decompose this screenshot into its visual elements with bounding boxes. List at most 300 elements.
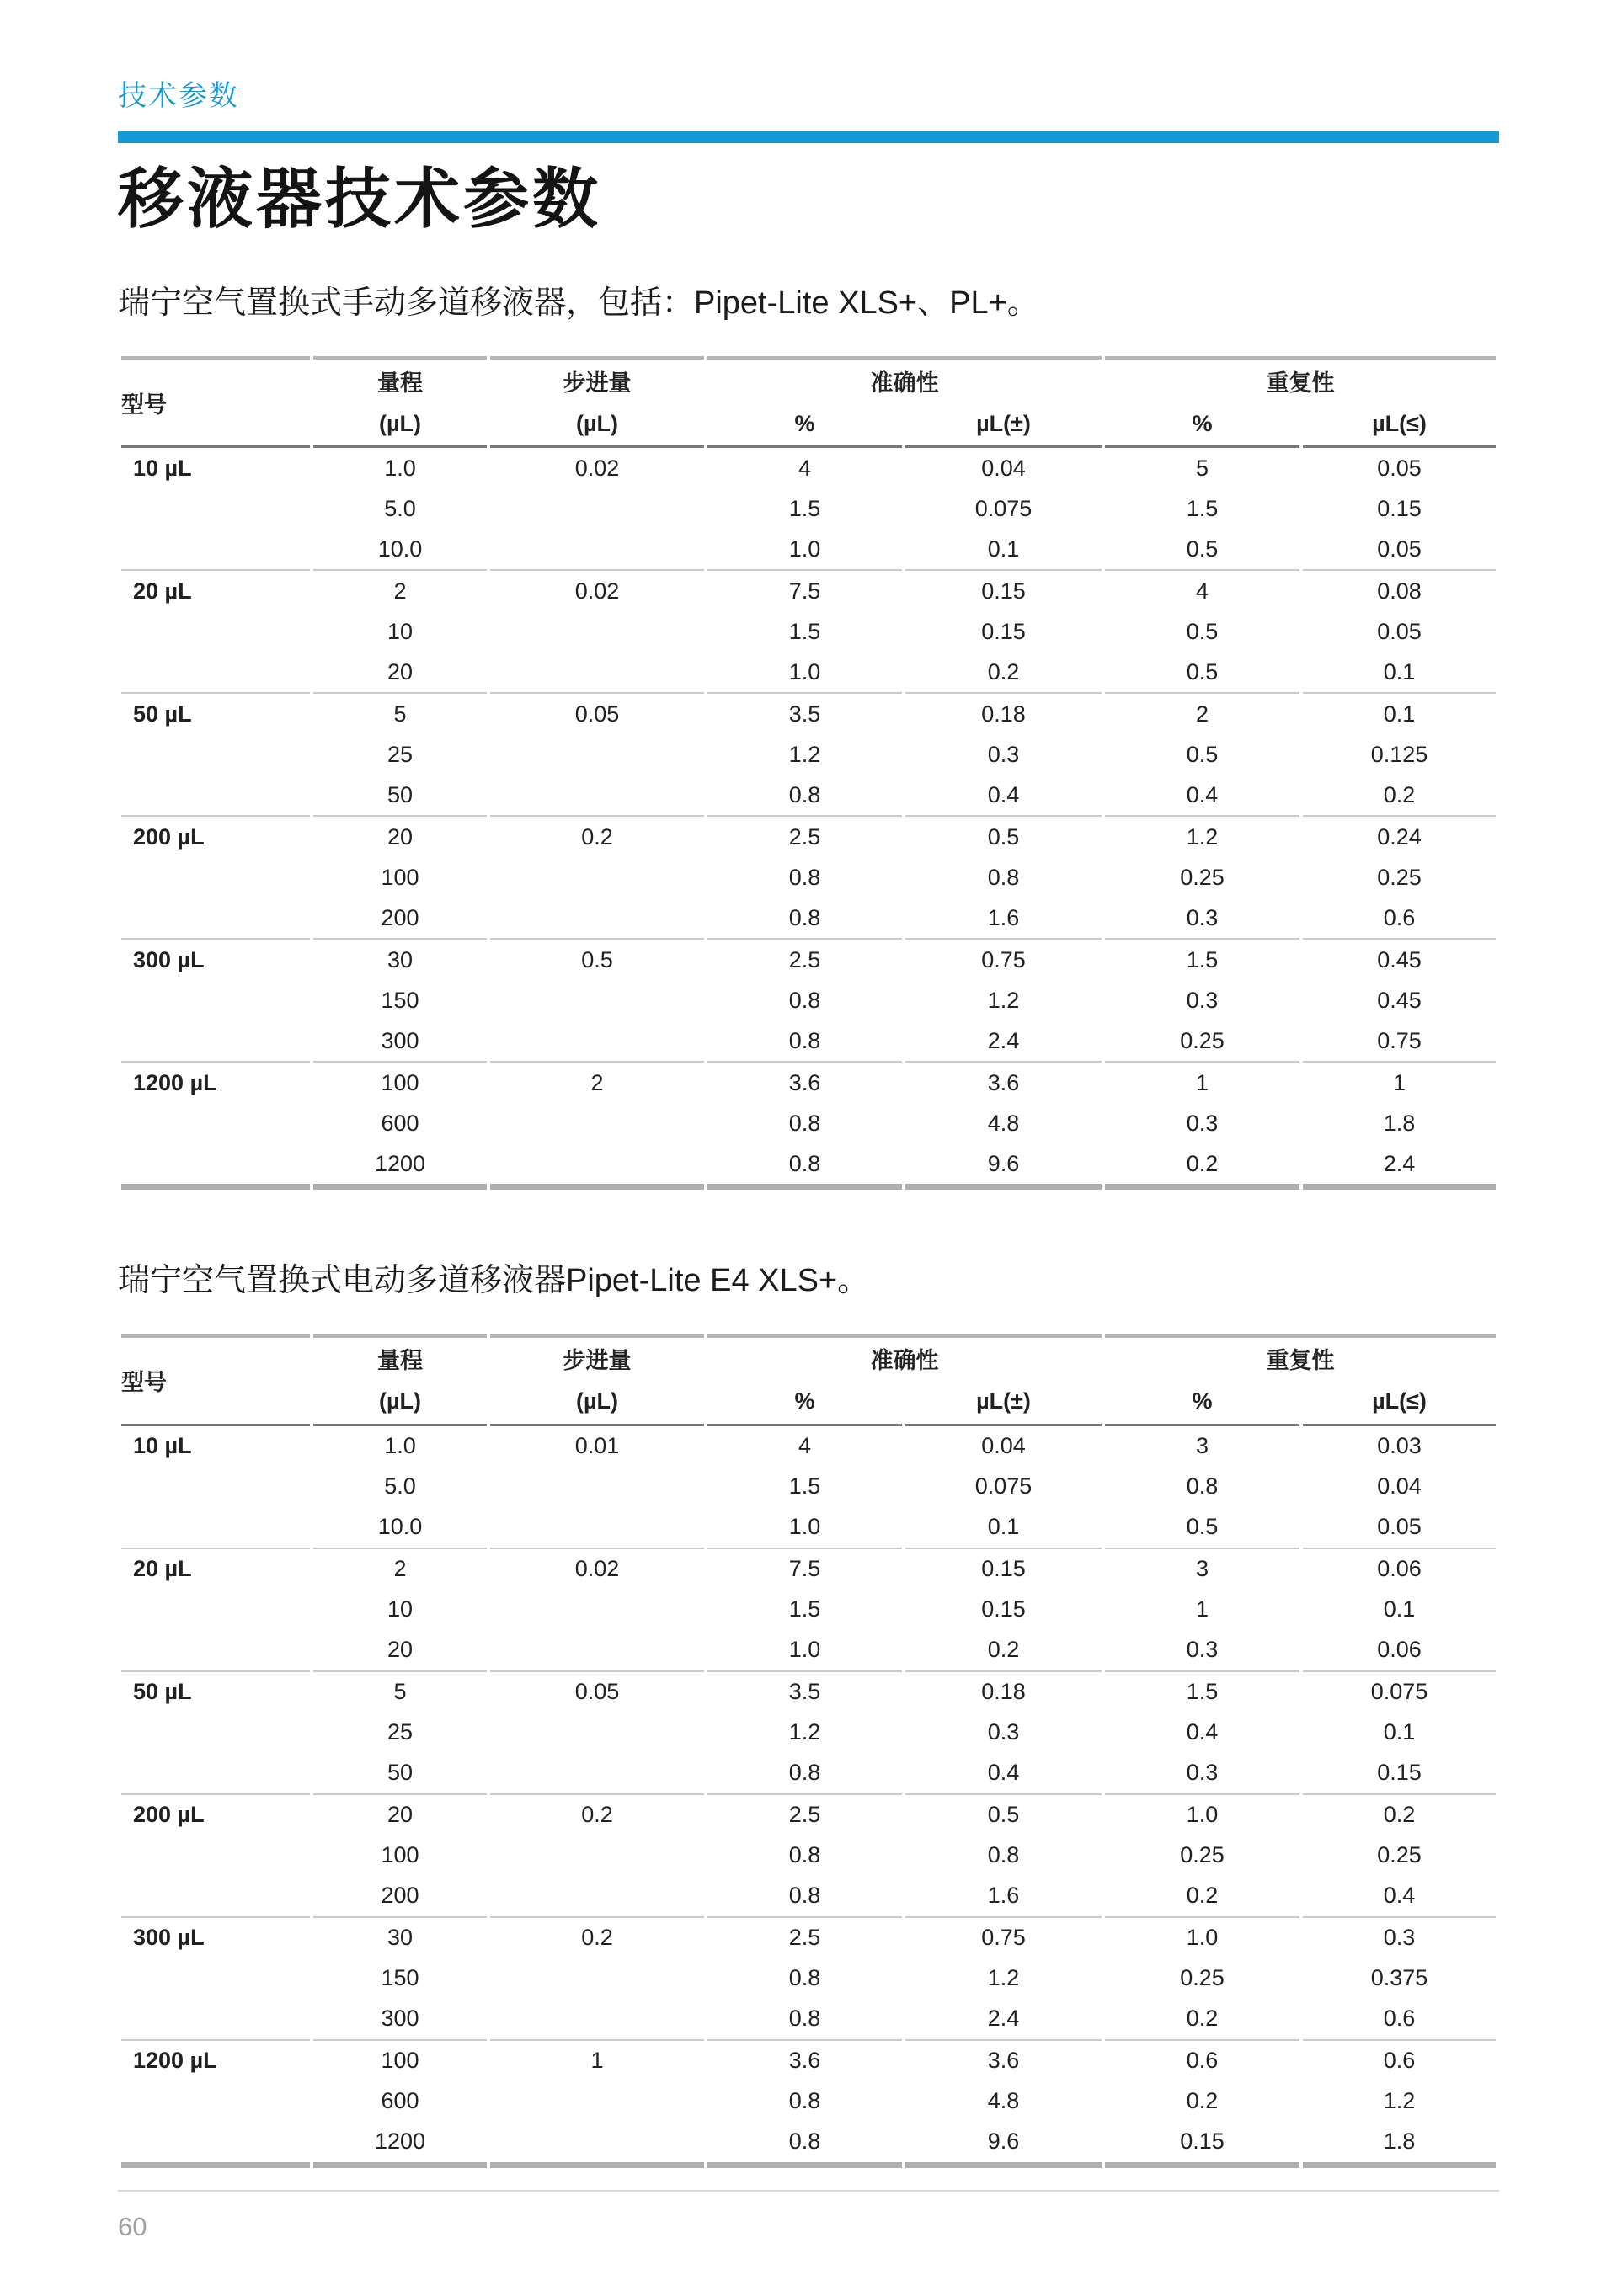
model-cell: 20 µL	[121, 1548, 310, 1590]
table-row	[121, 529, 1496, 569]
value-cell: 20	[313, 1793, 487, 1835]
value-cell	[490, 1590, 704, 1630]
value-cell: 1.5	[1186, 495, 1219, 521]
value-cell: 0.2	[1105, 1143, 1299, 1190]
value-cell: 0.75	[1377, 1027, 1422, 1053]
value-cell	[490, 488, 704, 529]
value-cell: 0.6	[1383, 904, 1416, 930]
value-cell: 0.03	[1377, 1433, 1422, 1459]
value-cell: 2	[313, 1548, 487, 1590]
value-cell	[490, 1753, 704, 1793]
table-row	[121, 857, 1496, 898]
value-cell: 0.45	[1303, 938, 1496, 980]
value-cell: 3.6	[905, 2039, 1102, 2081]
value-cell: 0.4	[987, 1760, 1020, 1786]
value-cell: 0.3	[1186, 1760, 1219, 1786]
value-cell: 0.5	[905, 1793, 1102, 1835]
model-cell	[121, 1876, 310, 1916]
table-row	[121, 1835, 1496, 1876]
value-cell	[490, 2122, 704, 2168]
value-cell: 20	[387, 1637, 414, 1663]
value-cell: 0.8	[707, 1143, 902, 1190]
value-cell	[490, 980, 704, 1020]
value-cell: 1.8	[1303, 2122, 1496, 2168]
value-cell: 2.5	[707, 1916, 902, 1958]
value-cell: 1.5	[788, 495, 821, 521]
value-cell: 10	[387, 618, 414, 644]
value-cell: 0.75	[905, 1916, 1102, 1958]
value-cell: 9.6	[905, 1143, 1102, 1190]
value-cell: 1.6	[987, 904, 1020, 930]
table-row	[121, 775, 1496, 815]
value-cell: 0.6	[1383, 2006, 1416, 2032]
value-cell: 3.6	[905, 1061, 1102, 1103]
value-cell: 0.08	[1303, 569, 1496, 611]
col-header-range: 量程 (µL)	[313, 356, 487, 448]
value-cell: 0.075	[974, 1473, 1033, 1500]
col-header-model: 型号	[121, 356, 310, 448]
value-cell: 1.0	[1105, 1916, 1299, 1958]
value-cell: 1.0	[788, 1637, 821, 1663]
value-cell: 0.5	[1186, 658, 1219, 685]
value-cell: 0.1	[987, 535, 1020, 562]
value-cell: 0.02	[490, 1548, 704, 1590]
value-cell: 0.25	[1180, 1027, 1225, 1053]
table-row	[121, 2122, 1496, 2168]
value-cell: 0.06	[1303, 1548, 1496, 1590]
model-cell	[121, 857, 310, 898]
value-cell: 0.5	[1186, 741, 1219, 767]
model-cell	[121, 2081, 310, 2122]
value-cell: 0.5	[1186, 618, 1219, 644]
value-cell: 1.0	[788, 658, 821, 685]
value-cell: 2	[313, 569, 487, 611]
value-cell	[490, 1958, 704, 1999]
value-cell: 200	[381, 1883, 419, 1909]
value-cell: 0.6	[1105, 2039, 1299, 2081]
col-header-accuracy: 准确性	[707, 1334, 1102, 1380]
value-cell: 0.4	[1186, 781, 1219, 807]
value-cell: 0.25	[1180, 1842, 1225, 1868]
value-cell: 2.5	[707, 815, 902, 857]
value-cell: 2.4	[987, 2006, 1020, 2032]
value-cell: 1.5	[788, 1473, 821, 1500]
col-header-precision-pct: %	[1105, 402, 1299, 448]
model-cell	[121, 1713, 310, 1753]
value-cell: 2.5	[707, 938, 902, 980]
table-row	[121, 1061, 1496, 1103]
value-cell: 10.0	[377, 1514, 423, 1540]
value-cell	[490, 1999, 704, 2039]
value-cell: 0.05	[1377, 618, 1422, 644]
value-cell	[490, 857, 704, 898]
table-row	[121, 1143, 1496, 1190]
value-cell: 0.1	[1383, 1719, 1416, 1745]
section-eyebrow: 技术参数	[118, 80, 239, 112]
page-title: 移液器技术参数	[118, 162, 602, 236]
value-cell: 5	[1195, 455, 1209, 481]
value-cell: 0.2	[1186, 2006, 1219, 2032]
value-cell: 0.04	[981, 1433, 1026, 1459]
value-cell	[490, 1876, 704, 1916]
value-cell: 0.5	[1186, 535, 1219, 562]
value-cell	[490, 1103, 704, 1143]
table-row	[121, 1590, 1496, 1630]
value-cell: 3	[1105, 1548, 1299, 1590]
value-cell: 30	[313, 938, 487, 980]
value-cell: 0.25	[1180, 864, 1225, 890]
value-cell: 7.5	[707, 1548, 902, 1590]
value-cell: 0.2	[1383, 781, 1416, 807]
table-row	[121, 1020, 1496, 1061]
value-cell: 1200	[313, 1143, 487, 1190]
value-cell: 2	[1105, 692, 1299, 734]
col-header-precision-ul: µL(≤)	[1303, 1380, 1496, 1426]
col-header-accuracy-ul: µL(±)	[905, 1380, 1102, 1426]
table-header	[121, 1334, 1496, 1426]
model-cell: 50 µL	[121, 692, 310, 734]
value-cell: 0.3	[987, 741, 1020, 767]
table-body	[121, 1426, 1496, 2168]
value-cell: 1.2	[987, 987, 1020, 1013]
value-cell: 0.8	[788, 1883, 821, 1909]
value-cell: 25	[387, 741, 414, 767]
value-cell	[490, 652, 704, 692]
table-row	[121, 1426, 1496, 1467]
table-row	[121, 1713, 1496, 1753]
value-cell: 1.0	[788, 1514, 821, 1540]
value-cell: 3.6	[707, 2039, 902, 2081]
table2-caption: 瑞宁空气置换式电动多道移液器Pipet-Lite E4 XLS+。	[118, 1263, 870, 1299]
model-cell	[121, 1103, 310, 1143]
model-cell	[121, 1835, 310, 1876]
value-cell: 0.8	[788, 1110, 821, 1136]
value-cell: 1.5	[788, 618, 821, 644]
model-cell: 1200 µL	[121, 1061, 310, 1103]
value-cell: 0.2	[490, 815, 704, 857]
value-cell: 300	[381, 2006, 419, 2032]
model-cell	[121, 1467, 310, 1507]
value-cell: 0.4	[987, 781, 1020, 807]
model-cell	[121, 1143, 310, 1190]
value-cell: 0.2	[490, 1793, 704, 1835]
table-row	[121, 1876, 1496, 1916]
value-cell	[490, 1507, 704, 1548]
value-cell: 0.8	[707, 2122, 902, 2168]
value-cell: 5	[313, 1670, 487, 1713]
model-cell: 200 µL	[121, 815, 310, 857]
value-cell: 0.375	[1370, 1965, 1428, 1991]
value-cell: 0.5	[905, 815, 1102, 857]
value-cell	[490, 1630, 704, 1670]
value-cell: 30	[313, 1916, 487, 1958]
model-cell	[121, 734, 310, 775]
value-cell: 0.15	[905, 569, 1102, 611]
value-cell: 5.0	[384, 495, 416, 521]
value-cell	[490, 1020, 704, 1061]
value-cell: 0.05	[1377, 455, 1422, 481]
value-cell: 1.0	[788, 535, 821, 562]
spec-table-electronic	[118, 1334, 1499, 2168]
value-cell: 0.8	[788, 987, 821, 1013]
value-cell: 0.125	[1370, 741, 1428, 767]
value-cell: 1.2	[788, 1719, 821, 1745]
table-row	[121, 1103, 1496, 1143]
value-cell: 0.2	[490, 1916, 704, 1958]
table-row	[121, 980, 1496, 1020]
value-cell: 300	[381, 1027, 419, 1053]
value-cell: 4.8	[987, 2088, 1020, 2114]
value-cell: 0.04	[981, 455, 1026, 481]
value-cell: 2.4	[987, 1027, 1020, 1053]
value-cell: 0.06	[1377, 1637, 1422, 1663]
value-cell: 0.15	[981, 1596, 1026, 1622]
table-row	[121, 652, 1496, 692]
table-row	[121, 1467, 1496, 1507]
accent-rule	[118, 131, 1499, 143]
table-row	[121, 1999, 1496, 2039]
value-cell	[490, 775, 704, 815]
table-row	[121, 938, 1496, 980]
table-row	[121, 611, 1496, 652]
model-cell	[121, 652, 310, 692]
value-cell: 1.0	[384, 455, 416, 481]
value-cell: 0.2	[1303, 1793, 1496, 1835]
value-cell: 0.15	[905, 1548, 1102, 1590]
value-cell: 0.5	[490, 938, 704, 980]
value-cell: 1.2	[788, 741, 821, 767]
value-cell	[490, 2081, 704, 2122]
value-cell: 1.8	[1383, 1110, 1416, 1136]
value-cell: 0.1	[1383, 658, 1416, 685]
value-cell: 0.2	[987, 658, 1020, 685]
value-cell: 50	[387, 1760, 414, 1786]
value-cell: 0.01	[574, 1433, 620, 1459]
page-number: 60	[118, 2211, 147, 2241]
value-cell: 5	[313, 692, 487, 734]
model-cell: 300 µL	[121, 1916, 310, 1958]
table-row	[121, 488, 1496, 529]
model-cell	[121, 1999, 310, 2039]
value-cell: 1.6	[987, 1883, 1020, 1909]
table-row	[121, 2081, 1496, 2122]
value-cell: 0.6	[1303, 2039, 1496, 2081]
value-cell: 0.3	[1303, 1916, 1496, 1958]
model-cell: 50 µL	[121, 1670, 310, 1713]
value-cell: 1.5	[788, 1596, 821, 1622]
value-cell: 10.0	[377, 535, 423, 562]
value-cell: 4	[798, 455, 812, 481]
value-cell: 0.1	[987, 1514, 1020, 1540]
value-cell: 2.4	[1303, 1143, 1496, 1190]
value-cell: 150	[381, 987, 419, 1013]
model-cell: 10 µL	[133, 1433, 192, 1459]
table-header	[121, 356, 1496, 448]
value-cell: 0.5	[1186, 1514, 1219, 1540]
col-header-precision-ul: µL(≤)	[1303, 402, 1496, 448]
table-row	[121, 1958, 1496, 1999]
value-cell: 0.3	[1186, 987, 1219, 1013]
value-cell: 0.05	[1377, 535, 1422, 562]
model-cell: 10 µL	[133, 455, 192, 481]
value-cell: 150	[381, 1965, 419, 1991]
value-cell	[490, 1835, 704, 1876]
model-cell: 1200 µL	[121, 2039, 310, 2081]
table1-caption: 瑞宁空气置换式手动多道移液器，包括：Pipet-Lite XLS+、PL+。	[118, 285, 1039, 321]
table-row	[121, 692, 1496, 734]
value-cell: 0.8	[788, 781, 821, 807]
value-cell: 1	[1303, 1061, 1496, 1103]
model-cell	[121, 611, 310, 652]
value-cell: 600	[381, 1110, 419, 1136]
table-row	[121, 815, 1496, 857]
model-cell	[121, 1753, 310, 1793]
value-cell: 1.0	[1105, 1793, 1299, 1835]
col-header-model: 型号	[121, 1334, 310, 1426]
value-cell: 50	[387, 781, 414, 807]
col-header-accuracy-pct: %	[707, 1380, 902, 1426]
value-cell: 0.2	[987, 1637, 1020, 1663]
value-cell: 0.8	[987, 1842, 1020, 1868]
value-cell: 5.0	[384, 1473, 416, 1500]
value-cell: 3.6	[707, 1061, 902, 1103]
value-cell: 0.05	[1377, 1514, 1422, 1540]
table-row	[121, 1793, 1496, 1835]
value-cell: 0.25	[1377, 864, 1422, 890]
value-cell: 1.2	[1105, 815, 1299, 857]
value-cell: 0.18	[905, 692, 1102, 734]
value-cell: 0.8	[788, 1842, 821, 1868]
value-cell: 25	[387, 1719, 414, 1745]
col-header-accuracy-pct: %	[707, 402, 902, 448]
model-cell: 300 µL	[121, 938, 310, 980]
value-cell: 4.8	[987, 1110, 1020, 1136]
value-cell: 0.02	[574, 455, 620, 481]
model-cell	[121, 1507, 310, 1548]
value-cell: 1.2	[987, 1965, 1020, 1991]
value-cell: 0.1	[1303, 692, 1496, 734]
table-row	[121, 1507, 1496, 1548]
value-cell: 9.6	[905, 2122, 1102, 2168]
value-cell: 0.15	[1377, 1760, 1422, 1786]
table-row	[121, 734, 1496, 775]
value-cell: 0.75	[905, 938, 1102, 980]
value-cell: 0.3	[987, 1719, 1020, 1745]
value-cell: 100	[381, 1842, 419, 1868]
model-cell	[121, 1630, 310, 1670]
value-cell: 2.5	[707, 1793, 902, 1835]
value-cell: 0.18	[905, 1670, 1102, 1713]
value-cell: 0.1	[1383, 1596, 1416, 1622]
value-cell: 0.8	[788, 1760, 821, 1786]
value-cell	[490, 734, 704, 775]
model-cell	[121, 1020, 310, 1061]
col-header-precision-pct: %	[1105, 1380, 1299, 1426]
value-cell: 600	[381, 2088, 419, 2114]
col-header-precision: 重复性	[1105, 356, 1496, 402]
table-row	[121, 1670, 1496, 1713]
model-cell	[121, 1590, 310, 1630]
value-cell	[490, 529, 704, 569]
value-cell: 0.075	[974, 495, 1033, 521]
value-cell: 0.45	[1377, 987, 1422, 1013]
value-cell	[490, 611, 704, 652]
value-cell: 0.8	[788, 1027, 821, 1053]
value-cell: 0.3	[1186, 1110, 1219, 1136]
value-cell: 1	[490, 2039, 704, 2081]
model-cell	[121, 1958, 310, 1999]
col-header-accuracy: 准确性	[707, 356, 1102, 402]
value-cell: 0.8	[788, 2088, 821, 2114]
value-cell: 0.24	[1303, 815, 1496, 857]
value-cell: 0.04	[1377, 1473, 1422, 1500]
value-cell: 0.075	[1303, 1670, 1496, 1713]
col-header-accuracy-ul: µL(±)	[905, 402, 1102, 448]
value-cell: 7.5	[707, 569, 902, 611]
col-header-increment: 步进量 (µL)	[490, 356, 704, 448]
value-cell: 10	[387, 1596, 414, 1622]
value-cell: 100	[313, 2039, 487, 2081]
value-cell: 0.3	[1186, 1637, 1219, 1663]
value-cell: 1	[1105, 1061, 1299, 1103]
value-cell: 1	[1195, 1596, 1209, 1622]
model-cell	[121, 775, 310, 815]
value-cell: 0.8	[987, 864, 1020, 890]
table-row	[121, 1548, 1496, 1590]
value-cell: 3	[1195, 1433, 1209, 1459]
value-cell	[490, 1143, 704, 1190]
model-cell	[121, 488, 310, 529]
model-cell	[121, 898, 310, 938]
value-cell: 0.05	[490, 692, 704, 734]
value-cell: 3.5	[707, 692, 902, 734]
value-cell: 0.2	[1186, 2088, 1219, 2114]
value-cell: 0.3	[1186, 904, 1219, 930]
table-row	[121, 569, 1496, 611]
value-cell: 0.8	[1186, 1473, 1219, 1500]
value-cell: 0.4	[1186, 1719, 1219, 1745]
value-cell: 200	[381, 904, 419, 930]
value-cell: 1.5	[1105, 938, 1299, 980]
model-cell: 20 µL	[121, 569, 310, 611]
value-cell: 100	[313, 1061, 487, 1103]
value-cell	[490, 898, 704, 938]
value-cell: 0.2	[1186, 1883, 1219, 1909]
value-cell: 20	[313, 815, 487, 857]
value-cell	[490, 1467, 704, 1507]
value-cell: 4	[798, 1433, 812, 1459]
table-row	[121, 448, 1496, 488]
value-cell: 1200	[313, 2122, 487, 2168]
table-row	[121, 1630, 1496, 1670]
table-row	[121, 1753, 1496, 1793]
value-cell: 0.05	[490, 1670, 704, 1713]
col-header-precision: 重复性	[1105, 1334, 1496, 1380]
value-cell: 0.25	[1180, 1965, 1225, 1991]
value-cell: 3.5	[707, 1670, 902, 1713]
value-cell	[490, 1713, 704, 1753]
model-cell: 200 µL	[121, 1793, 310, 1835]
value-cell: 0.15	[1377, 495, 1422, 521]
value-cell: 0.8	[788, 1965, 821, 1991]
value-cell: 0.8	[788, 864, 821, 890]
value-cell: 20	[387, 658, 414, 685]
model-cell	[121, 529, 310, 569]
value-cell: 0.4	[1383, 1883, 1416, 1909]
value-cell: 0.15	[1105, 2122, 1299, 2168]
model-cell	[121, 980, 310, 1020]
value-cell: 0.15	[981, 618, 1026, 644]
